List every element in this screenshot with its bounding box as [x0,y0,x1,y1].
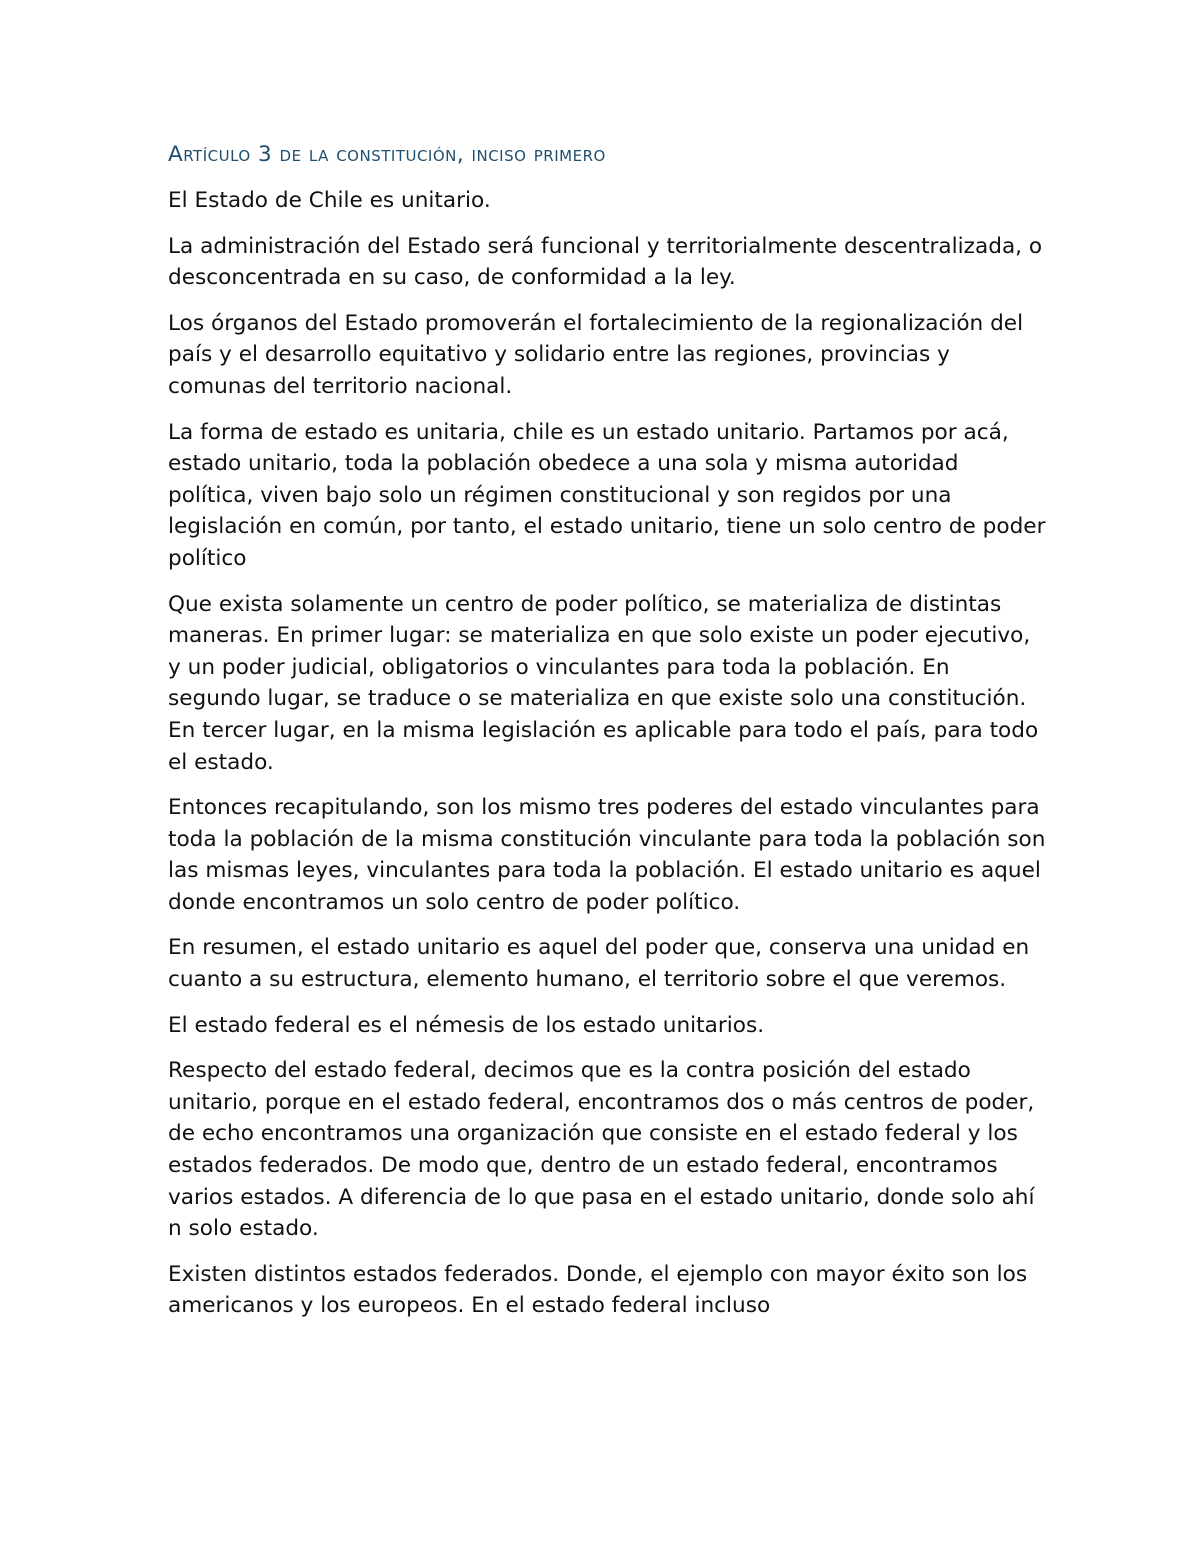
paragraph: Los órganos del Estado promoverán el fortalecimiento de la regionalización del país y el desarrollo equitativo y solidario entre las regiones, provincias y comunas del territorio nacional. [168,310,1024,399]
paragraph: En resumen, el estado unitario es aquel del poder que, conserva una unidad en cuanto a su estructura, elemento humano, el territorio sobre el que veremos. [168,935,1030,993]
paragraph: La forma de estado es unitaria, chile es un estado unitario. Partamos por acá, estado unitario, toda la población obedece a una sola y misma autoridad política, viven bajo solo un régimen constitucional y son regidos por una legislación en común, por tanto, el estado unitario, tiene un solo centro de poder político [168,419,1046,571]
paragraph: El estado federal es el némesis de los estado unitarios. [168,1012,765,1038]
paragraph: Entonces recapitulando, son los mismo tres poderes del estado vinculantes para toda la población de la misma constitución vinculante para toda la población son las mismas leyes, vinculantes para toda la población. El estado unitario es aquel donde encontramos un solo centro de poder político. [168,795,1046,915]
paragraph: El Estado de Chile es unitario. [168,188,491,213]
document-page [168,0,1048,1553]
paragraph: Que exista solamente un centro de poder político, se materializa de distintas maneras. En primer lugar: se materializa en que solo existe un poder ejecutivo, y un poder judicial, obligatorios o vinculantes para toda la población. En segundo lugar, se traduce o se materializa en que existe solo una constitución. En tercer lugar, en la misma legislación es aplicable para todo el país, para todo el estado. [168,591,1039,775]
paragraph: Respecto del estado federal, decimos que es la contra posición del estado unitario, porque en el estado federal, encontramos dos o más centros de poder, de echo encontramos una organización que consiste en el estado federal y los estados federados. De modo que, dentro de un estado federal, encontramos varios estados. A diferencia de lo que pasa en el estado unitario, donde solo ahí n solo estado. [168,1058,1035,1242]
document-body [168,185,1048,1336]
section-heading: Artículo 3 de la constitución, inciso primero [168,142,606,167]
paragraph: La administración del Estado será funcional y territorialmente descentralizada, o desconcentrada en su caso, de conformidad a la ley. [168,233,1043,291]
paragraph: Existen distintos estados federados. Donde, el ejemplo con mayor éxito son los americanos y los europeos. En el estado federal incluso [168,1261,1028,1319]
